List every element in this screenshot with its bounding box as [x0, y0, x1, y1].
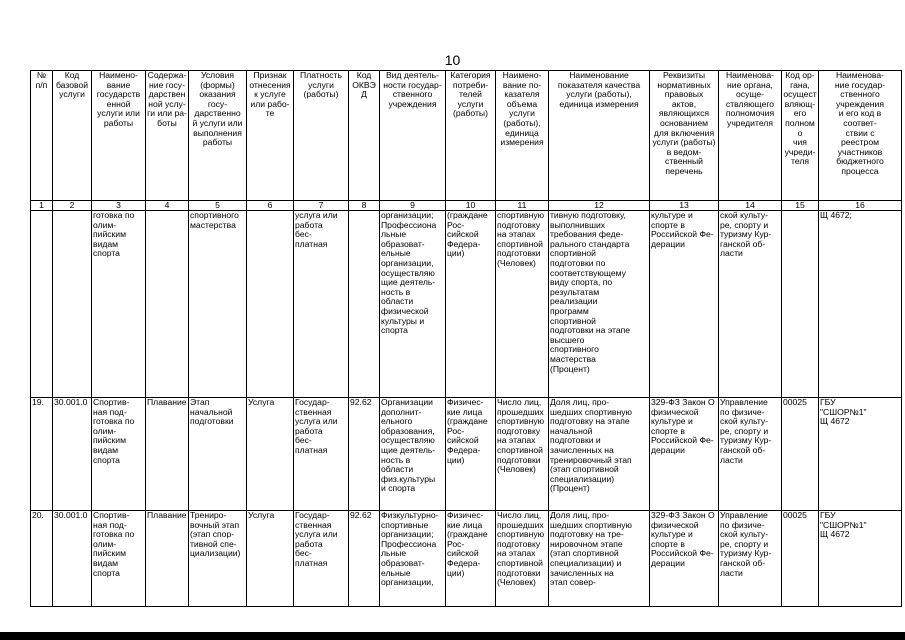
col-number: 9 — [380, 201, 446, 211]
page-number: 10 — [444, 52, 461, 68]
cell-okved — [349, 211, 380, 398]
col-header-consumers: Категория потреби- телей услуги (работы) — [446, 71, 496, 201]
cell-content: Плавание — [146, 511, 189, 607]
cell-attribute: Услуга — [247, 511, 294, 607]
cell-legal-acts: культуре и спорте в Российской Фе- дерации — [650, 211, 719, 398]
cell-quality-indicator: Доля лиц, про- шедших спортивную подготовку на этапе начальной подготовки и зачисленных на тренировочный этап (этап спортивной специализации) (Процент) — [549, 398, 650, 511]
services-register-table — [30, 70, 902, 607]
cell-legal-acts: 329-ФЗ Закон О физической культуре и спорте в Российской Фе- дерации — [650, 511, 719, 607]
cell-legal-acts: 329-ФЗ Закон О физической культуре и спорте в Российской Фе- дерации — [650, 398, 719, 511]
col-number: 3 — [92, 201, 146, 211]
cell-okved: 92.62 — [349, 511, 380, 607]
col-number: 2 — [53, 201, 92, 211]
header-row — [31, 71, 902, 201]
col-number: 5 — [189, 201, 247, 211]
cell-num: 19. — [31, 398, 53, 511]
col-header-payment: Платность услуги (работы) — [294, 71, 349, 201]
cell-institution: ГБУ "СШОР№1" Щ 4672 — [819, 398, 902, 511]
cell-quality-indicator: тивную подготовку, выполнивших требования феде- рального стандарта спортивной подготовки по соответствующему виду спорта, по результатам реализации программ спортивной подготовки на этапе высшего спортивного мастерства (Процент) — [549, 211, 650, 398]
col-header-conditions: Условия (формы) оказания госу- дарственно й услуги или выполнения работы — [189, 71, 247, 201]
table-row — [31, 398, 902, 511]
col-header-attribute: Признак отнесения к услуге или рабо- те — [247, 71, 294, 201]
col-number: 14 — [719, 201, 782, 211]
cell-quality-indicator: Доля лиц, про- шедших спортивную подготовку на тре- нировочном этапе (этап спортивной специализации) и зачисленных на этап совер- — [549, 511, 650, 607]
col-header-founder-body: Наименова- ние органа, осуще- ствляющего полномочия учредителя — [719, 71, 782, 201]
cell-volume-indicator: спортивную подготовку на этапах спортивной подготовки (Человек) — [496, 211, 549, 398]
cell-institution: ГБУ "СШОР№1" Щ 4672 — [819, 511, 902, 607]
col-number: 16 — [819, 201, 902, 211]
cell-founder-code: 00025 — [782, 511, 819, 607]
table-row — [31, 511, 902, 607]
col-header-content: Содержа- ние госу- дарствен ной услу- ги или ра- боты — [146, 71, 189, 201]
cell-founder-body: ской культу- ре, спорту и туризму Кур- ганской об- ласти — [719, 211, 782, 398]
cell-attribute: Услуга — [247, 398, 294, 511]
col-header-founder-code: Код ор- гана, осущест вляющ- его полномо чия учреди- теля — [782, 71, 819, 201]
cell-content — [146, 211, 189, 398]
cell-activity: Организации дополнит- ельного образования, осуществляю щие деятель- ность в области физ.культуры и спорта — [380, 398, 446, 511]
cell-founder-code: 00025 — [782, 398, 819, 511]
cell-num: 20. — [31, 511, 53, 607]
cell-activity: организации; Профессиона льные образоват- ельные организации, осуществляю щие деятель- ность в области физической культуры и спорта — [380, 211, 446, 398]
col-number: 11 — [496, 201, 549, 211]
cell-base-code: 30.001.0 — [53, 511, 92, 607]
cell-founder-code — [782, 211, 819, 398]
col-header-service-name: Наимено- вание государств енной услуги или работы — [92, 71, 146, 201]
cell-institution: Щ 4672; — [819, 211, 902, 398]
col-header-institution: Наименова- ние государ- ственного учреждения и его код в соответ- ствии с реестром участников бюджетного процесса — [819, 71, 902, 201]
col-header-okved: Код ОКВЭД — [349, 71, 380, 201]
cell-founder-body: Управление по физиче- ской культу- ре, спорту и туризму Кур- ганской об- ласти — [719, 398, 782, 511]
cell-conditions: Трениро- вочный этап (этап спор- тивной спе- циализации) — [189, 511, 247, 607]
cell-consumers: (граждане Рос- сийской Федера- ции) — [446, 211, 496, 398]
col-number: 6 — [247, 201, 294, 211]
col-number: 15 — [782, 201, 819, 211]
col-number: 4 — [146, 201, 189, 211]
col-header-legal-acts: Реквизиты нормативных правовых актов, являющихся основанием для включения услуги (работы) в ведом- ственный перечень — [650, 71, 719, 201]
cell-okved: 92.62 — [349, 398, 380, 511]
cell-base-code — [53, 211, 92, 398]
col-number: 7 — [294, 201, 349, 211]
cell-payment: Государ- ственная услуга или работа бес- платная — [294, 398, 349, 511]
cell-service-name: готовка по олим- пийским видам спорта — [92, 211, 146, 398]
col-header-num: № п/п — [31, 71, 53, 201]
col-number: 13 — [650, 201, 719, 211]
cell-attribute — [247, 211, 294, 398]
cell-conditions: Этап начальной подготовки — [189, 398, 247, 511]
col-header-volume-indicator: Наимено- вание по- казателя объема услуги (работы), единица измерения — [496, 71, 549, 201]
cell-volume-indicator: Число лиц, прошедших спортивную подготовку на этапах спортивной подготовки (Человек) — [496, 511, 549, 607]
scan-bottom-edge — [0, 632, 905, 640]
col-number: 12 — [549, 201, 650, 211]
cell-conditions: спортивного мастерства — [189, 211, 247, 398]
cell-num — [31, 211, 53, 398]
cell-base-code: 30.001.0 — [53, 398, 92, 511]
col-header-base-code: Код базовой услуги — [53, 71, 92, 201]
cell-payment: Государ- ственная услуга или работа бес- платная — [294, 511, 349, 607]
cell-service-name: Спортив- ная под- готовка по олим- пийским видам спорта — [92, 398, 146, 511]
cell-activity: Физкультурно- спортивные организации; Профессиона льные образоват- ельные организации, — [380, 511, 446, 607]
table-row — [31, 211, 902, 398]
col-number: 10 — [446, 201, 496, 211]
col-header-activity: Вид деятель- ности государ- ственного учреждения — [380, 71, 446, 201]
cell-volume-indicator: Число лиц, прошедших спортивную подготовку на этапах спортивной подготовки (Человек) — [496, 398, 549, 511]
col-number: 8 — [349, 201, 380, 211]
column-number-row — [31, 201, 902, 211]
cell-founder-body: Управление по физиче- ской культу- ре, спорту и туризму Кур- ганской об- ласти — [719, 511, 782, 607]
cell-consumers: Физичес- кие лица (граждане Рос- сийской Федера- ции) — [446, 398, 496, 511]
cell-content: Плавание — [146, 398, 189, 511]
col-header-quality-indicator: Наименование показателя качества услуги (работы), единица измерения — [549, 71, 650, 201]
col-number: 1 — [31, 201, 53, 211]
cell-service-name: Спортив- ная под- готовка по олим- пийским видам спорта — [92, 511, 146, 607]
cell-consumers: Физичес- кие лица (граждане Рос- сийской Федера- ции) — [446, 511, 496, 607]
cell-payment: услуга или работа бес- платная — [294, 211, 349, 398]
